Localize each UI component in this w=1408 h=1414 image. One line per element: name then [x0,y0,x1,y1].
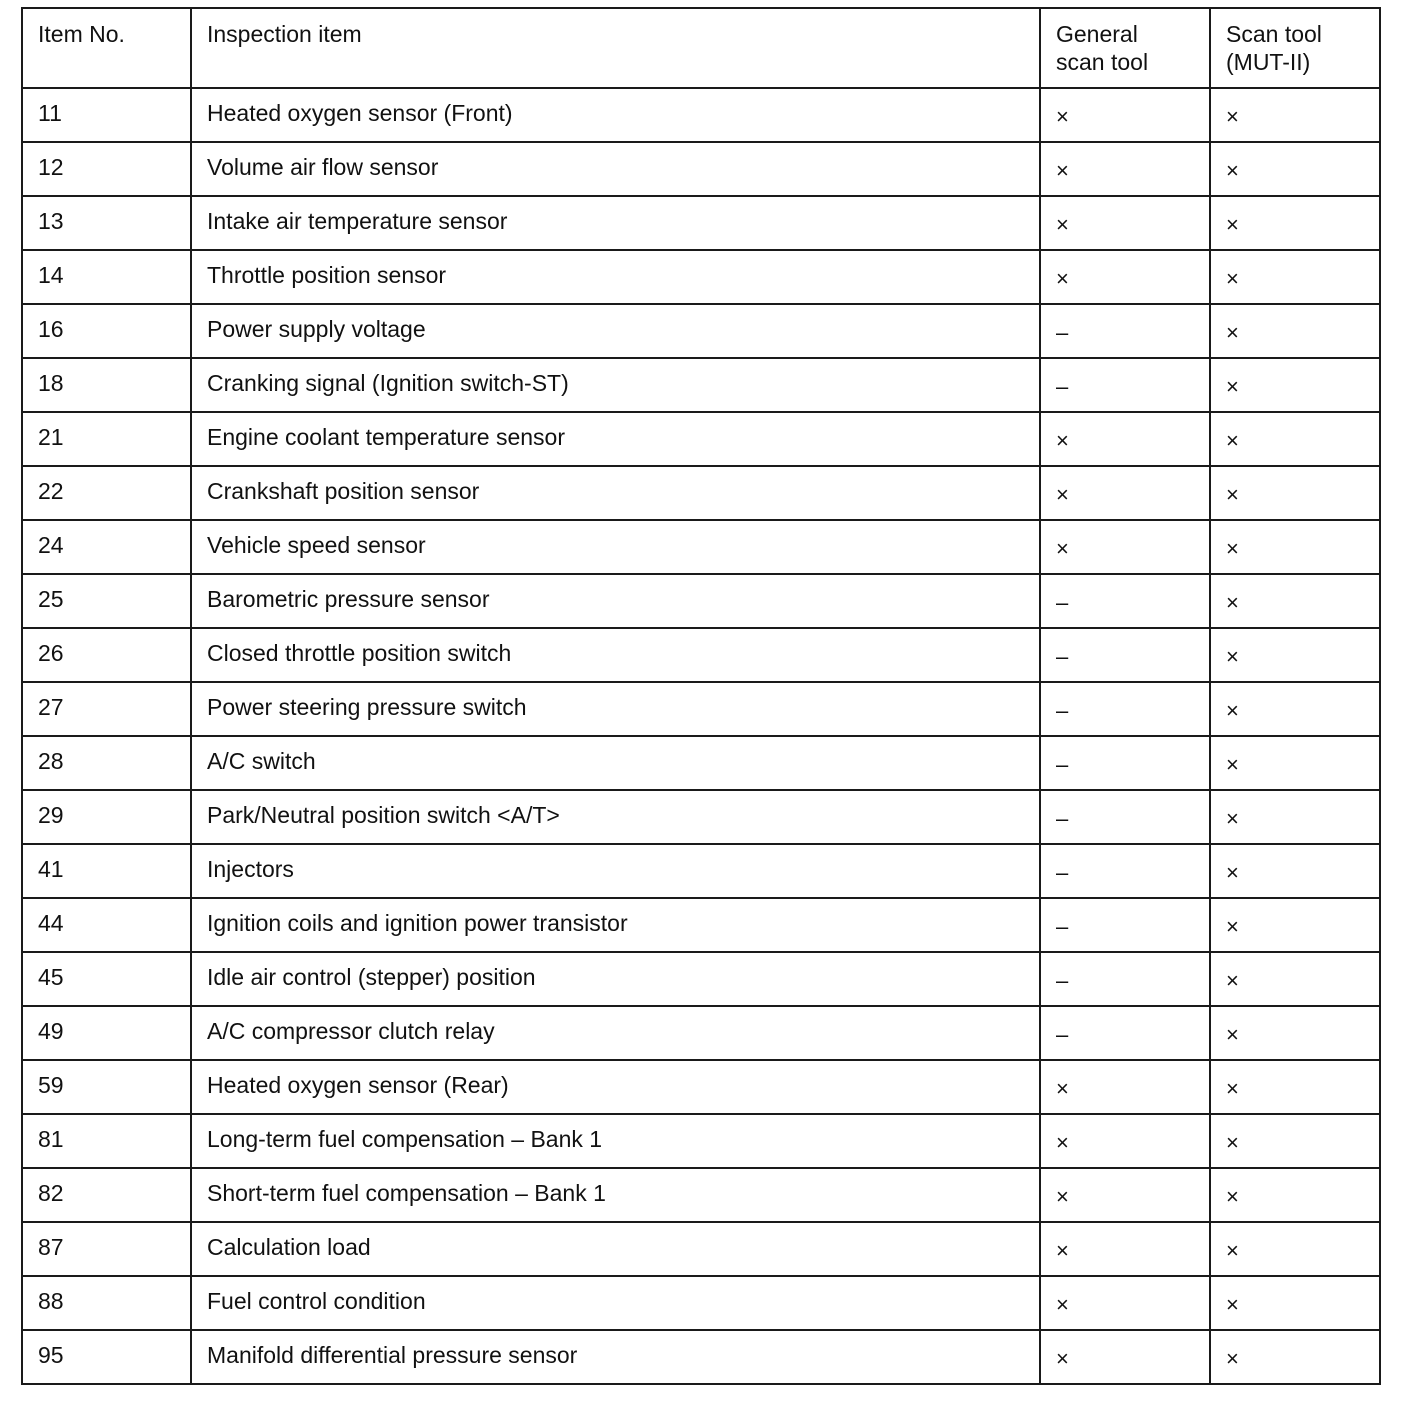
mut-ii-scan-tool-cell [1210,952,1380,1006]
table-row [22,1222,1380,1276]
item-number-cell-text: 25 [38,586,64,612]
item-number-cell [22,1168,191,1222]
general-scan-tool-cell-text: × [1056,1345,1069,1371]
inspection-item-cell-text: Crankshaft position sensor [207,478,480,504]
header-general-scan-tool-line1: General [1056,21,1138,47]
table-row [22,1276,1380,1330]
general-scan-tool-cell-text: – [1056,967,1069,993]
item-number-cell-text: 82 [38,1180,64,1206]
mut-ii-scan-tool-cell [1210,736,1380,790]
item-number-cell-text: 59 [38,1072,64,1098]
general-scan-tool-cell-text: – [1056,589,1069,615]
mut-ii-scan-tool-cell [1210,304,1380,358]
mut-ii-scan-tool-cell [1210,412,1380,466]
general-scan-tool-cell-text: – [1056,805,1069,831]
mut-ii-scan-tool-cell-text: × [1226,967,1239,993]
mut-ii-scan-tool-cell-text: × [1226,697,1239,723]
general-scan-tool-cell [1040,790,1210,844]
inspection-item-cell-text: Heated oxygen sensor (Rear) [207,1072,509,1098]
item-number-cell-text: 95 [38,1342,64,1368]
mut-ii-scan-tool-cell [1210,466,1380,520]
table-row [22,142,1380,196]
general-scan-tool-cell-text: × [1056,211,1069,237]
inspection-item-cell-text: Volume air flow sensor [207,154,439,180]
general-scan-tool-cell-text: – [1056,697,1069,723]
general-scan-tool-cell [1040,250,1210,304]
table-row [22,952,1380,1006]
inspection-item-cell [191,898,1040,952]
item-number-cell [22,952,191,1006]
item-number-cell-text: 28 [38,748,64,774]
inspection-item-cell-text: Fuel control condition [207,1288,426,1314]
mut-ii-scan-tool-cell-text: × [1226,1345,1239,1371]
table-row [22,1060,1380,1114]
general-scan-tool-cell-text: – [1056,913,1069,939]
inspection-item-cell [191,1168,1040,1222]
mut-ii-scan-tool-cell-text: × [1226,805,1239,831]
item-number-cell [22,628,191,682]
item-number-cell-text: 12 [38,154,64,180]
table-row [22,358,1380,412]
inspection-item-cell [191,952,1040,1006]
item-number-cell [22,304,191,358]
item-number-cell [22,898,191,952]
mut-ii-scan-tool-cell-text: × [1226,1183,1239,1209]
mut-ii-scan-tool-cell [1210,1114,1380,1168]
general-scan-tool-cell-text: × [1056,535,1069,561]
inspection-item-cell-text: Cranking signal (Ignition switch-ST) [207,370,569,396]
inspection-item-cell [191,790,1040,844]
general-scan-tool-cell [1040,1006,1210,1060]
header-general-scan-tool [1040,8,1210,88]
table-header [22,8,1380,88]
general-scan-tool-cell [1040,142,1210,196]
table-row [22,88,1380,142]
mut-ii-scan-tool-cell-text: × [1226,535,1239,561]
mut-ii-scan-tool-cell [1210,898,1380,952]
inspection-item-cell [191,1060,1040,1114]
inspection-item-cell [191,358,1040,412]
inspection-item-cell-text: Engine coolant temperature sensor [207,424,565,450]
inspection-item-cell-text: Power supply voltage [207,316,426,342]
mut-ii-scan-tool-cell-text: × [1226,643,1239,669]
inspection-item-cell-text: Manifold differential pressure sensor [207,1342,578,1368]
mut-ii-scan-tool-cell [1210,628,1380,682]
table-row [22,574,1380,628]
inspection-item-cell-text: Calculation load [207,1234,371,1260]
item-number-cell-text: 27 [38,694,64,720]
item-number-cell [22,466,191,520]
general-scan-tool-cell [1040,736,1210,790]
general-scan-tool-cell [1040,412,1210,466]
table-row [22,1330,1380,1384]
header-scan-tool-mut [1210,8,1380,88]
table-row [22,196,1380,250]
general-scan-tool-cell [1040,1168,1210,1222]
general-scan-tool-cell [1040,1330,1210,1384]
table-row [22,898,1380,952]
table-row [22,628,1380,682]
item-number-cell [22,682,191,736]
header-general-scan-tool-line2: scan tool [1056,49,1149,75]
mut-ii-scan-tool-cell [1210,790,1380,844]
general-scan-tool-cell-text: × [1056,481,1069,507]
inspection-item-cell-text: Throttle position sensor [207,262,447,288]
inspection-item-cell-text: Long-term fuel compensation – Bank 1 [207,1126,603,1152]
general-scan-tool-cell [1040,898,1210,952]
mut-ii-scan-tool-cell [1210,1330,1380,1384]
mut-ii-scan-tool-cell-text: × [1226,211,1239,237]
inspection-item-cell [191,574,1040,628]
general-scan-tool-cell-text: × [1056,265,1069,291]
inspection-item-cell [191,250,1040,304]
inspection-item-cell-text: Injectors [207,856,294,882]
inspection-item-cell-text: Heated oxygen sensor (Front) [207,100,513,126]
inspection-item-cell [191,304,1040,358]
mut-ii-scan-tool-cell [1210,142,1380,196]
table-row [22,250,1380,304]
general-scan-tool-cell-text: × [1056,1183,1069,1209]
header-row [22,8,1380,88]
general-scan-tool-cell [1040,520,1210,574]
item-number-cell [22,196,191,250]
inspection-item-cell [191,628,1040,682]
mut-ii-scan-tool-cell-text: × [1226,481,1239,507]
mut-ii-scan-tool-cell-text: × [1226,859,1239,885]
general-scan-tool-cell [1040,304,1210,358]
general-scan-tool-cell [1040,952,1210,1006]
inspection-item-cell [191,88,1040,142]
item-number-cell-text: 44 [38,910,64,936]
mut-ii-scan-tool-cell [1210,358,1380,412]
mut-ii-scan-tool-cell-text: × [1226,1291,1239,1317]
table-row [22,736,1380,790]
item-number-cell [22,142,191,196]
inspection-item-cell [191,1114,1040,1168]
inspection-item-cell-text: Closed throttle position switch [207,640,512,666]
mut-ii-scan-tool-cell [1210,88,1380,142]
table-row [22,466,1380,520]
inspection-item-cell [191,196,1040,250]
mut-ii-scan-tool-cell [1210,844,1380,898]
table-row [22,790,1380,844]
item-number-cell [22,250,191,304]
item-number-cell-text: 14 [38,262,64,288]
inspection-item-cell-text: Idle air control (stepper) position [207,964,536,990]
item-number-cell [22,1006,191,1060]
inspection-table [21,7,1381,1385]
item-number-cell [22,736,191,790]
general-scan-tool-cell [1040,88,1210,142]
mut-ii-scan-tool-cell [1210,1276,1380,1330]
inspection-item-cell [191,844,1040,898]
inspection-item-cell [191,520,1040,574]
table-body [22,88,1380,1384]
mut-ii-scan-tool-cell [1210,1168,1380,1222]
header-item-no [22,8,191,88]
item-number-cell [22,1330,191,1384]
inspection-item-cell [191,682,1040,736]
general-scan-tool-cell-text: × [1056,1237,1069,1263]
inspection-item-cell-text: Vehicle speed sensor [207,532,426,558]
general-scan-tool-cell [1040,196,1210,250]
inspection-item-cell-text: A/C switch [207,748,316,774]
general-scan-tool-cell-text: × [1056,103,1069,129]
mut-ii-scan-tool-cell [1210,250,1380,304]
mut-ii-scan-tool-cell [1210,520,1380,574]
item-number-cell-text: 18 [38,370,64,396]
item-number-cell [22,574,191,628]
mut-ii-scan-tool-cell-text: × [1226,319,1239,345]
table-row [22,844,1380,898]
general-scan-tool-cell-text: – [1056,859,1069,885]
general-scan-tool-cell-text: × [1056,1129,1069,1155]
item-number-cell [22,1276,191,1330]
inspection-item-cell-text: Barometric pressure sensor [207,586,490,612]
general-scan-tool-cell [1040,1276,1210,1330]
general-scan-tool-cell-text: – [1056,643,1069,669]
header-item-no-label: Item No. [38,21,125,47]
mut-ii-scan-tool-cell-text: × [1226,157,1239,183]
general-scan-tool-cell [1040,1222,1210,1276]
inspection-item-cell [191,1222,1040,1276]
inspection-item-cell-text: Short-term fuel compensation – Bank 1 [207,1180,606,1206]
item-number-cell-text: 45 [38,964,64,990]
inspection-item-cell [191,142,1040,196]
general-scan-tool-cell-text: × [1056,157,1069,183]
mut-ii-scan-tool-cell-text: × [1226,1075,1239,1101]
inspection-item-cell [191,412,1040,466]
general-scan-tool-cell-text: × [1056,1075,1069,1101]
item-number-cell-text: 21 [38,424,64,450]
mut-ii-scan-tool-cell-text: × [1226,751,1239,777]
general-scan-tool-cell [1040,1060,1210,1114]
mut-ii-scan-tool-cell-text: × [1226,1129,1239,1155]
inspection-item-cell [191,736,1040,790]
item-number-cell-text: 87 [38,1234,64,1260]
general-scan-tool-cell-text: – [1056,1021,1069,1047]
item-number-cell [22,88,191,142]
mut-ii-scan-tool-cell [1210,682,1380,736]
mut-ii-scan-tool-cell [1210,1006,1380,1060]
header-scan-tool-mut-line2: (MUT-II) [1226,49,1311,75]
inspection-item-cell [191,1330,1040,1384]
inspection-item-cell-text: Ignition coils and ignition power transistor [207,910,628,936]
table-row [22,1006,1380,1060]
item-number-cell [22,1222,191,1276]
header-inspection-item-label: Inspection item [207,21,362,47]
item-number-cell-text: 24 [38,532,64,558]
mut-ii-scan-tool-cell [1210,196,1380,250]
header-inspection-item [191,8,1040,88]
item-number-cell [22,412,191,466]
item-number-cell [22,844,191,898]
inspection-item-cell [191,466,1040,520]
item-number-cell [22,790,191,844]
inspection-item-cell [191,1276,1040,1330]
item-number-cell-text: 49 [38,1018,64,1044]
general-scan-tool-cell-text: × [1056,1291,1069,1317]
item-number-cell-text: 41 [38,856,64,882]
general-scan-tool-cell [1040,466,1210,520]
inspection-item-cell-text: Park/Neutral position switch <A/T> [207,802,560,828]
mut-ii-scan-tool-cell-text: × [1226,589,1239,615]
general-scan-tool-cell [1040,574,1210,628]
table-row [22,1114,1380,1168]
item-number-cell-text: 16 [38,316,64,342]
item-number-cell [22,358,191,412]
general-scan-tool-cell-text: – [1056,319,1069,345]
table-row [22,304,1380,358]
general-scan-tool-cell [1040,628,1210,682]
general-scan-tool-cell [1040,358,1210,412]
inspection-item-cell [191,1006,1040,1060]
mut-ii-scan-tool-cell [1210,1060,1380,1114]
general-scan-tool-cell-text: – [1056,373,1069,399]
item-number-cell [22,1114,191,1168]
inspection-item-cell-text: Power steering pressure switch [207,694,527,720]
general-scan-tool-cell-text: × [1056,427,1069,453]
inspection-item-cell-text: Intake air temperature sensor [207,208,508,234]
mut-ii-scan-tool-cell [1210,574,1380,628]
item-number-cell-text: 81 [38,1126,64,1152]
item-number-cell-text: 13 [38,208,64,234]
table-row [22,412,1380,466]
general-scan-tool-cell [1040,682,1210,736]
inspection-item-cell-text: A/C compressor clutch relay [207,1018,495,1044]
mut-ii-scan-tool-cell [1210,1222,1380,1276]
table-row [22,682,1380,736]
item-number-cell-text: 26 [38,640,64,666]
item-number-cell-text: 22 [38,478,64,504]
general-scan-tool-cell [1040,1114,1210,1168]
general-scan-tool-cell [1040,844,1210,898]
item-number-cell-text: 88 [38,1288,64,1314]
item-number-cell-text: 29 [38,802,64,828]
table-row [22,520,1380,574]
item-number-cell [22,520,191,574]
general-scan-tool-cell-text: – [1056,751,1069,777]
mut-ii-scan-tool-cell-text: × [1226,913,1239,939]
item-number-cell-text: 11 [38,100,62,126]
table-row [22,1168,1380,1222]
mut-ii-scan-tool-cell-text: × [1226,427,1239,453]
mut-ii-scan-tool-cell-text: × [1226,265,1239,291]
mut-ii-scan-tool-cell-text: × [1226,103,1239,129]
mut-ii-scan-tool-cell-text: × [1226,1237,1239,1263]
mut-ii-scan-tool-cell-text: × [1226,373,1239,399]
header-scan-tool-mut-line1: Scan tool [1226,21,1322,47]
mut-ii-scan-tool-cell-text: × [1226,1021,1239,1047]
item-number-cell [22,1060,191,1114]
